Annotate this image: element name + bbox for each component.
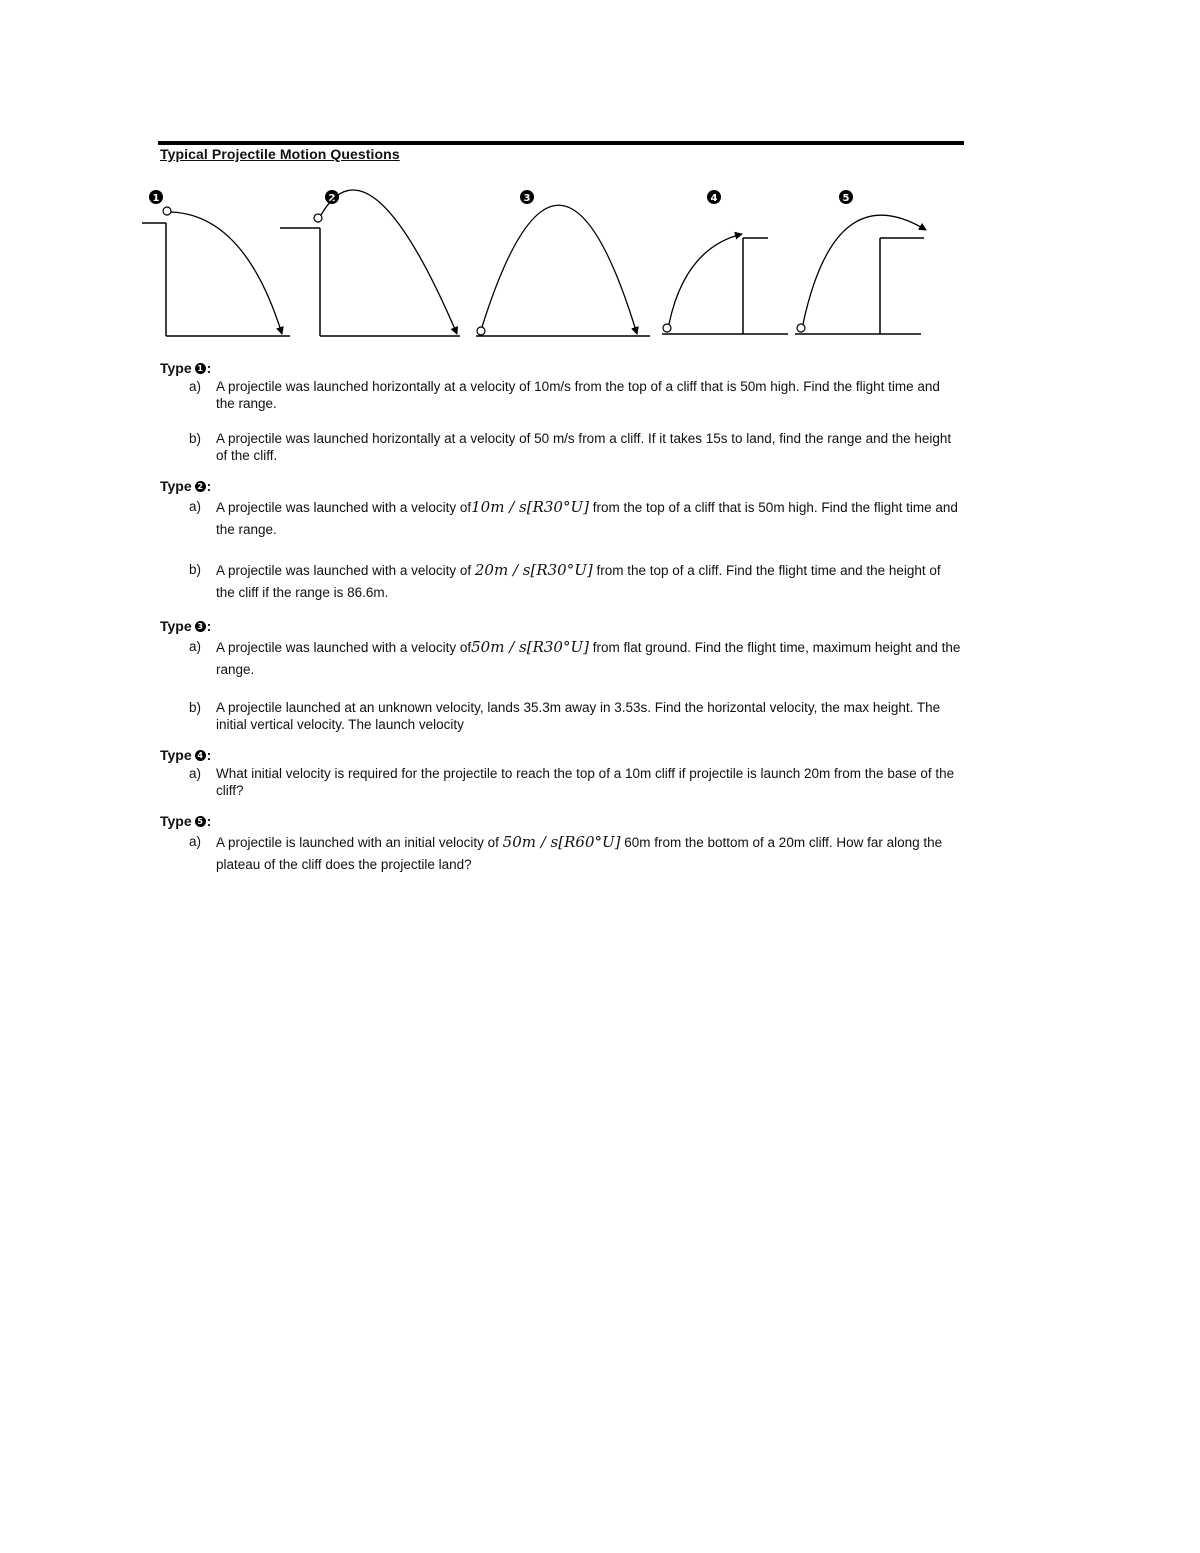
type-heading: Type 2 : [160, 478, 212, 494]
question-text [216, 559, 961, 604]
question-item [189, 636, 970, 681]
question-text-start: A projectile was launched with a velocity of [216, 563, 475, 578]
trajectory [669, 234, 742, 324]
question-text: What initial velocity is required for the projectile to reach the top of a 10m cliff if projectile is launch 20m from the base of the cliff? [216, 766, 955, 798]
type-number-badge: 5 [195, 816, 206, 827]
projectile-ball [163, 207, 171, 215]
type-heading: Type 5 : [160, 813, 212, 829]
type-section-5 [160, 813, 970, 876]
diagram-number: 3 [523, 193, 531, 204]
question-text: A projectile was launched horizontally at a velocity of 50 m/s from a cliff. If it takes 15s to land, find the range and the height of the cliff. [216, 431, 952, 463]
question-item [189, 559, 970, 604]
diagram-type-2 [280, 190, 460, 336]
diagram-number: 2 [328, 193, 336, 204]
type-heading-label: Type [160, 618, 192, 634]
question-label: b) [189, 700, 202, 715]
question-label: a) [189, 834, 202, 849]
question-text [216, 636, 961, 681]
velocity-expression: 10m / s[R30°U] [471, 498, 589, 516]
velocity-expression: 50m / s[R60°U] [502, 833, 621, 851]
question-label: b) [189, 562, 202, 577]
question-item [189, 378, 970, 412]
trajectory [321, 190, 457, 334]
question-label: a) [189, 379, 202, 394]
diagram-type-1 [142, 190, 290, 336]
type-section-3 [160, 618, 970, 733]
projectile-diagrams [0, 0, 1200, 345]
question-text-start: A projectile was launched with a velocity of [216, 500, 472, 515]
question-text-end: from the top of a cliff that is 50m high. Find the flight time and the range. [216, 500, 958, 537]
question-item [189, 699, 970, 733]
type-number-badge: 2 [195, 481, 206, 492]
question-text: A projectile was launched horizontally at a velocity of 10m/s from the top of a cliff that is 50m high. Find the flight time and the range. [216, 379, 940, 411]
type-heading-label: Type [160, 360, 192, 376]
type-heading: Type 3 : [160, 618, 212, 634]
projectile-ball [314, 214, 322, 222]
diagram-type-4 [662, 190, 788, 334]
type-number-badge: 3 [195, 621, 206, 632]
diagram-type-3 [476, 190, 650, 336]
question-text-start: A projectile is launched with an initial velocity of [216, 835, 503, 850]
trajectory [171, 212, 282, 334]
type-section-1 [160, 360, 970, 464]
question-item [189, 765, 970, 799]
velocity-expression: 50m / s[R30°U] [471, 638, 589, 656]
trajectory [803, 215, 926, 324]
diagram-number: 1 [152, 193, 160, 204]
trajectory [482, 205, 637, 334]
question-text-end: 60m from the bottom of a 20m cliff. How far along the plateau of the cliff does the projectile land? [216, 835, 943, 872]
document-title: Typical Projectile Motion Questions [160, 146, 400, 162]
velocity-expression: 20m / s[R30°U] [474, 561, 593, 579]
projectile-ball [477, 327, 485, 335]
type-heading-label: Type [160, 813, 192, 829]
type-heading-label: Type [160, 478, 192, 494]
projectile-ball [663, 324, 671, 332]
type-heading: Type 4 : [160, 747, 212, 763]
question-item [189, 831, 970, 876]
question-label: a) [189, 499, 202, 514]
diagram-number: 4 [710, 193, 718, 204]
diagram-number: 5 [842, 193, 850, 204]
question-text-end: from the top of a cliff. Find the flight time and the height of the cliff if the range is 86.6m. [216, 563, 941, 600]
question-text: A projectile launched at an unknown velocity, lands 35.3m away in 3.53s. Find the horizontal velocity, the max height. The initial vertical velocity. The launch velocity [216, 700, 941, 732]
question-text [216, 496, 961, 541]
type-section-2 [160, 478, 970, 604]
question-item [189, 430, 970, 464]
type-number-badge: 1 [195, 363, 206, 374]
diagram-type-5 [795, 190, 926, 334]
type-number-badge: 4 [195, 750, 206, 761]
question-text-end: from flat ground. Find the flight time, maximum height and the range. [216, 640, 961, 677]
type-heading-label: Type [160, 747, 192, 763]
question-label: a) [189, 639, 202, 654]
question-text-start: A projectile was launched with a velocity of [216, 640, 472, 655]
question-label: a) [189, 766, 202, 781]
question-list [160, 360, 970, 890]
type-section-4 [160, 747, 970, 799]
question-text [216, 831, 961, 876]
type-heading: Type 1 : [160, 360, 212, 376]
question-label: b) [189, 431, 202, 446]
projectile-ball [797, 324, 805, 332]
question-item [189, 496, 970, 541]
